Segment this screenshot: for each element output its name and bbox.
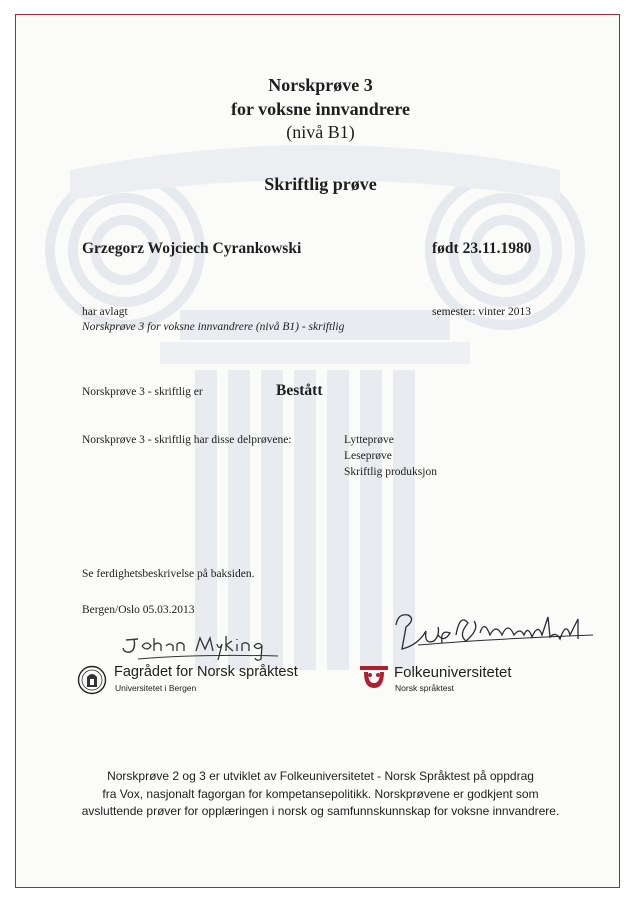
semester: semester: vinter 2013 (432, 306, 532, 318)
place-date: Bergen/Oslo 05.03.2013 (82, 604, 195, 616)
left-org-sub: Universitetet i Bergen (115, 683, 197, 693)
right-org-sub: Norsk språktest (395, 683, 455, 693)
result-value: Bestått (276, 382, 323, 399)
back-side-note: Se ferdighetsbeskrivelse på baksiden. (82, 568, 255, 580)
exam-name: Norskprøve 3 for voksne innvandrere (nivå B1) - skriftlig (82, 321, 345, 333)
subtitle: Skriftlig prøve (264, 174, 377, 194)
footer-line-3: avsluttende prøver for opplæringen i norsk og samfunnskunnskap for voksne innvandrere. (81, 804, 560, 818)
title-line-1: Norskprøve 3 (268, 75, 373, 95)
parts-label: Norskprøve 3 - skriftlig har disse delprøvene: (82, 434, 292, 446)
folkeuniversitetet-logo-icon (358, 662, 390, 692)
birth-date: født 23.11.1980 (432, 240, 532, 257)
part-item: Skriftlig produksjon (344, 466, 437, 478)
right-org-name: Folkeuniversitetet (394, 664, 512, 681)
title-line-3: (nivå B1) (286, 122, 355, 142)
footer-text (0, 768, 641, 821)
result-label: Norskprøve 3 - skriftlig er (82, 386, 203, 398)
right-signature (388, 605, 603, 665)
johan-myking-signature (118, 626, 288, 666)
footer-line-2: fra Vox, nasjonalt fagorgan for kompetansepolitikk. Norskprøvene er godkjent som (102, 786, 539, 801)
part-item: Lytteprøve (344, 434, 394, 446)
title-line-2: for voksne innvandrere (230, 99, 411, 119)
uib-seal-icon (77, 665, 107, 695)
left-org-name: Fagrådet for Norsk språktest (114, 664, 298, 680)
har-avlagt-label: har avlagt (82, 306, 128, 318)
candidate-name: Grzegorz Wojciech Cyrankowski (82, 240, 302, 257)
part-item: Leseprøve (344, 450, 392, 462)
footer-line-1: Norskprøve 2 og 3 er utviklet av Folkeuniversitetet - Norsk Språktest på oppdrag (107, 769, 534, 783)
